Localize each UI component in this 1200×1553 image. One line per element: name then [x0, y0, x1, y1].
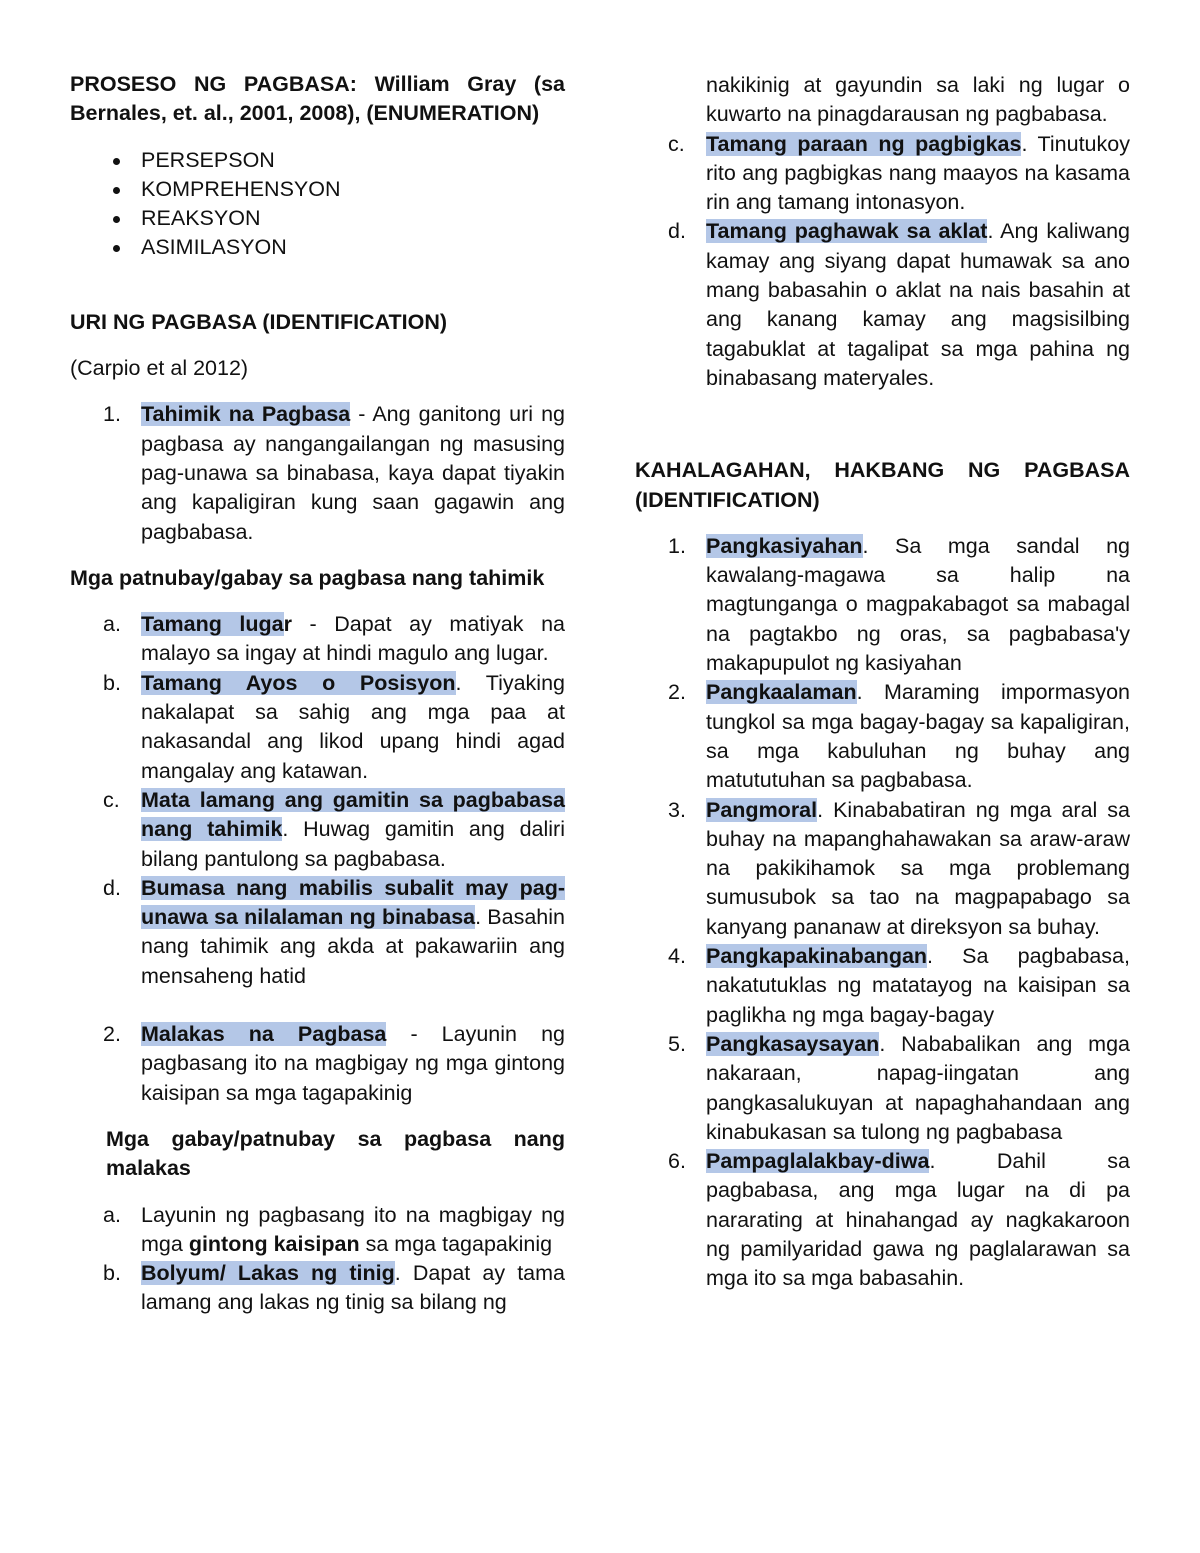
kahalagahan-item-1: 1. Pangkasiyahan. Sa mga sandal ng kawalang-magawa sa halip na magtunganga o magpakabagot sa mabagal na pagtakbo ng oras, sa pagbabasa'y makapupulot ng kasiyahan	[668, 533, 1130, 676]
uri-term: Malakas na Pagbasa	[141, 1022, 387, 1047]
malakas-item-a: a. Layunin ng pagbasang ito na magbigay ng mga gintong kaisipan sa mga tagapakinig	[103, 1202, 565, 1256]
right-column	[635, 71, 1130, 1294]
tahimik-item-d: d. Bumasa nang mabilis subalit may pag-unawa sa nilalaman ng binabasa. Basahin nang tahimik ang akda at pakawariin ang mensaheng hatid	[103, 875, 565, 988]
tahimik-item-a: a. Tamang lugar - Dapat ay matiyak na malayo sa ingay at hindi magulo ang lugar.	[103, 612, 565, 666]
gabay-malakas-heading: Mga gabay/patnubay sa pagbasa nang malakas	[106, 1126, 565, 1181]
uri-term: Tahimik na Pagbasa	[141, 402, 351, 427]
tahimik-item-b: b. Tamang Ayos o Posisyon. Tiyaking nakalapat sa sahig ang mga paa at nakasandal ang likod upang hindi agad mangalay ang katawan.	[103, 670, 565, 783]
kahalagahan-item-3: 3. Pangmoral. Kinababatiran ng mga aral sa buhay na mapanghahawakan sa araw-araw na pakikihamok sa mga problemang sumusubok sa tao na magpapabago sa kanyang pananaw at direksyon sa buhay.	[668, 797, 1130, 939]
proseso-heading: PROSESO NG PAGBASA: William Gray (sa Bernales, et. al., 2001, 2008), (ENUMERATION)	[70, 72, 565, 126]
uri-item-2: 2. Malakas na Pagbasa - Layunin ng pagbasang ito na magbigay ng mga gintong kaisipan sa mga tagapakinig	[103, 1022, 565, 1105]
proseso-list	[70, 146, 565, 263]
kahalagahan-item-6: 6. Pampaglalakbay-diwa. Dahil sa pagbabasa, ang mga lugar na di pa nararating at hinahangad ay nagkakaroon ng pamilyaridad gawa ng paglalarawan sa mga ito sa mga babasahin.	[668, 1149, 1130, 1291]
malakas-item-b: b. Bolyum/ Lakas ng tinig. Dapat ay tama lamang ang lakas ng tinig sa bilang ng	[103, 1261, 565, 1315]
uri-source: (Carpio et al 2012)	[70, 356, 249, 381]
kahalagahan-item-5: 5. Pangkasaysayan. Nababalikan ang mga nakaraan, napag-iingatan ang pangkasalukuyan at napaghahandaan ang kinabukasan sa tulong ng pagbabasa	[668, 1031, 1130, 1144]
continued-text: nakikinig at gayundin sa laki ng lugar o kuwarto na pinagdarausan ng pagbabasa.	[706, 73, 1130, 127]
kahalagahan-heading: KAHALAGAHAN, HAKBANG NG PAGBASA (IDENTIFICATION)	[635, 458, 1130, 512]
malakas-item-c: c. Tamang paraan ng pagbigkas. Tinutukoy rito ang pagbigkas nang maayos na kasama rin ang tamang intonasyon.	[668, 131, 1130, 215]
gabay-tahimik-heading: Mga patnubay/gabay sa pagbasa nang tahimik	[70, 565, 545, 590]
bullet-item: REAKSYON	[70, 204, 565, 233]
bullet-icon	[113, 245, 120, 252]
kahalagahan-item-2: 2. Pangkaalaman. Maraming impormasyon tungkol sa mga bagay-bagay sa kapaligiran, sa mga kabuluhan ng buhay ang matututuhan sa pagbabasa.	[668, 680, 1130, 793]
bullet-icon	[113, 216, 120, 223]
left-column	[70, 70, 565, 1318]
kahalagahan-item-4: 4. Pangkapakinabangan. Sa pagbabasa, nakatutuklas ng matatayog na kaisipan sa paglikha ng mga bagay-bagay	[668, 944, 1130, 1027]
uri-item-1: 1. Tahimik na Pagbasa - Ang ganitong uri ng pagbasa ay nangangailangan ng masusing pag-unawa sa binabasa, kaya dapat tiyakin ang kapaligiran kung saan gagawin ang pagbabasa.	[103, 402, 565, 544]
tahimik-item-c: c. Mata lamang ang gamitin sa pagbabasa nang tahimik. Huwag gamitin ang daliri bilang pantulong sa pagbabasa.	[103, 787, 565, 871]
bullet-item: KOMPREHENSYON	[70, 175, 565, 204]
bullet-icon	[113, 187, 120, 194]
bullet-item: ASIMILASYON	[70, 233, 565, 262]
malakas-item-d: d. Tamang paghawak sa aklat. Ang kaliwang kamay ang siyang dapat humawak sa ano mang babasahin o aklat na nais basahin at ang kanang kamay ang magsisilbing tagabuklat at tagalipat sa mga pahina ng binabasang materyales.	[668, 219, 1130, 390]
bullet-item: PERSEPSON	[70, 146, 565, 175]
uri-heading: URI NG PAGBASA (IDENTIFICATION)	[70, 309, 448, 334]
bullet-icon	[113, 158, 120, 165]
